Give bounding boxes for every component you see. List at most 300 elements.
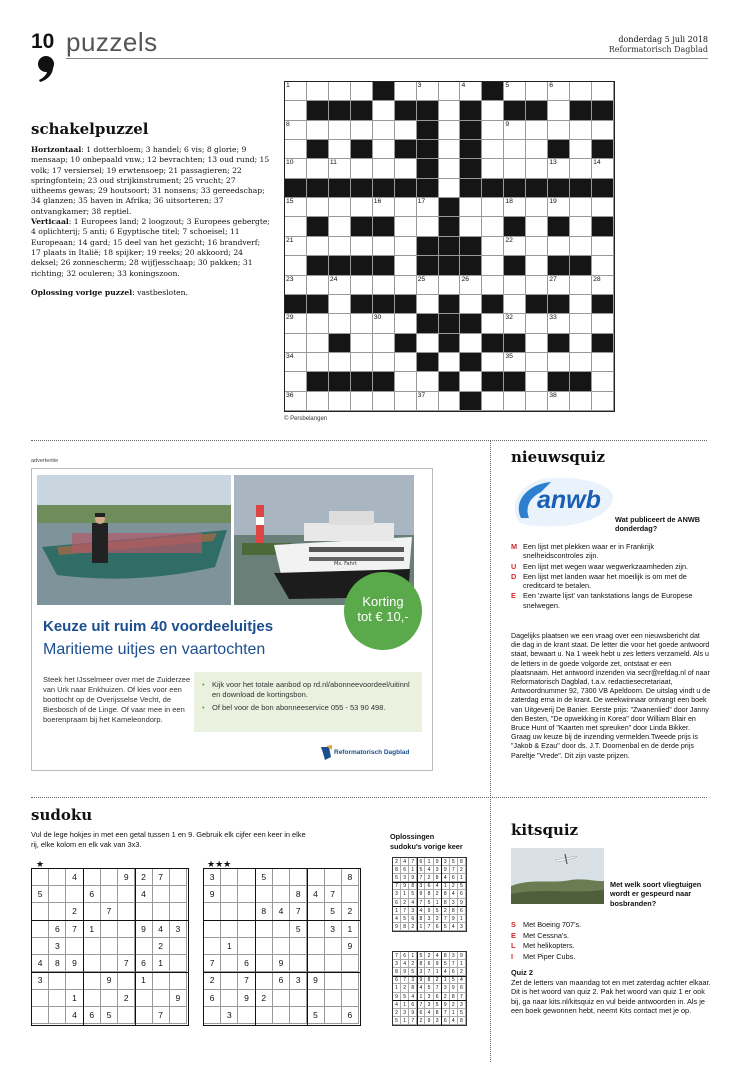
crossword-cell[interactable]: [351, 353, 373, 372]
sudoku-cell[interactable]: [221, 869, 238, 886]
sudoku-cell[interactable]: 5: [290, 921, 307, 938]
crossword-cell[interactable]: [460, 295, 482, 314]
sudoku-cell[interactable]: [84, 938, 101, 955]
sudoku-cell[interactable]: [273, 869, 290, 886]
crossword-cell[interactable]: [307, 334, 329, 353]
sudoku-grid-hard[interactable]: [203, 868, 361, 1026]
crossword-cell[interactable]: [373, 140, 395, 159]
sudoku-cell[interactable]: 6: [204, 990, 221, 1007]
crossword-cell[interactable]: [351, 392, 373, 411]
sudoku-cell[interactable]: 6: [342, 1007, 359, 1024]
crossword-cell[interactable]: [592, 159, 614, 178]
crossword-cell[interactable]: [329, 217, 351, 236]
crossword-cell[interactable]: [504, 276, 526, 295]
crossword-cell[interactable]: [395, 392, 417, 411]
sudoku-cell[interactable]: [84, 869, 101, 886]
crossword-cell[interactable]: [526, 140, 548, 159]
sudoku-cell[interactable]: 4: [153, 921, 170, 938]
sudoku-cell[interactable]: [342, 886, 359, 903]
crossword-cell[interactable]: [285, 334, 307, 353]
crossword-cell[interactable]: [570, 237, 592, 256]
sudoku-cell[interactable]: [170, 869, 187, 886]
sudoku-cell[interactable]: 7: [66, 921, 83, 938]
sudoku-cell[interactable]: 8: [290, 886, 307, 903]
crossword-cell[interactable]: [439, 159, 461, 178]
crossword-cell[interactable]: [482, 198, 504, 217]
crossword-cell[interactable]: [570, 314, 592, 333]
sudoku-cell[interactable]: 4: [66, 869, 83, 886]
sudoku-cell[interactable]: 5: [307, 1007, 324, 1024]
sudoku-cell[interactable]: [170, 886, 187, 903]
crossword-cell[interactable]: [482, 353, 504, 372]
sudoku-cell[interactable]: 3: [170, 921, 187, 938]
sudoku-cell[interactable]: [342, 955, 359, 972]
crossword-cell[interactable]: [482, 314, 504, 333]
sudoku-cell[interactable]: 1: [66, 990, 83, 1007]
crossword-cell[interactable]: [482, 276, 504, 295]
sudoku-cell[interactable]: 9: [101, 972, 118, 989]
crossword-cell[interactable]: [307, 392, 329, 411]
sudoku-cell[interactable]: [153, 886, 170, 903]
sudoku-cell[interactable]: [256, 921, 273, 938]
sudoku-cell[interactable]: [135, 1007, 152, 1024]
sudoku-cell[interactable]: 9: [204, 886, 221, 903]
sudoku-cell[interactable]: [307, 869, 324, 886]
crossword-cell[interactable]: [307, 314, 329, 333]
sudoku-cell[interactable]: 6: [84, 1007, 101, 1024]
sudoku-cell[interactable]: [153, 990, 170, 1007]
sudoku-cell[interactable]: [221, 903, 238, 920]
sudoku-cell[interactable]: 4: [66, 1007, 83, 1024]
sudoku-cell[interactable]: [32, 1007, 49, 1024]
crossword-cell[interactable]: [329, 121, 351, 140]
crossword-cell[interactable]: [592, 121, 614, 140]
sudoku-cell[interactable]: [204, 1007, 221, 1024]
sudoku-cell[interactable]: [118, 921, 135, 938]
crossword-cell[interactable]: [570, 198, 592, 217]
crossword-cell[interactable]: [439, 140, 461, 159]
crossword-cell[interactable]: [526, 372, 548, 391]
crossword-cell[interactable]: [439, 392, 461, 411]
crossword-cell[interactable]: [395, 159, 417, 178]
crossword-cell[interactable]: [351, 314, 373, 333]
sudoku-cell[interactable]: [290, 938, 307, 955]
crossword-cell[interactable]: [285, 392, 307, 411]
crossword-cell[interactable]: [373, 314, 395, 333]
sudoku-cell[interactable]: [170, 938, 187, 955]
sudoku-cell[interactable]: [32, 921, 49, 938]
crossword-cell[interactable]: [285, 237, 307, 256]
sudoku-cell[interactable]: [204, 903, 221, 920]
crossword-cell[interactable]: [526, 82, 548, 101]
crossword-cell[interactable]: [373, 353, 395, 372]
crossword-cell[interactable]: [329, 82, 351, 101]
crossword-cell[interactable]: [570, 217, 592, 236]
crossword-cell[interactable]: [482, 159, 504, 178]
crossword-cell[interactable]: [351, 334, 373, 353]
crossword-cell[interactable]: [285, 198, 307, 217]
sudoku-cell[interactable]: [118, 1007, 135, 1024]
sudoku-cell[interactable]: 7: [101, 903, 118, 920]
crossword-cell[interactable]: [526, 334, 548, 353]
crossword-cell[interactable]: [482, 121, 504, 140]
sudoku-cell[interactable]: 8: [49, 955, 66, 972]
sudoku-cell[interactable]: [84, 990, 101, 1007]
sudoku-cell[interactable]: 3: [204, 869, 221, 886]
sudoku-cell[interactable]: [101, 869, 118, 886]
sudoku-cell[interactable]: [32, 903, 49, 920]
sudoku-cell[interactable]: [49, 903, 66, 920]
sudoku-cell[interactable]: [256, 886, 273, 903]
sudoku-cell[interactable]: [84, 955, 101, 972]
sudoku-cell[interactable]: 6: [135, 955, 152, 972]
sudoku-cell[interactable]: [342, 990, 359, 1007]
sudoku-cell[interactable]: [238, 903, 255, 920]
crossword-grid[interactable]: [284, 81, 615, 412]
crossword-cell[interactable]: [395, 256, 417, 275]
crossword-cell[interactable]: [504, 392, 526, 411]
crossword-cell[interactable]: [570, 353, 592, 372]
crossword-cell[interactable]: [285, 101, 307, 120]
sudoku-cell[interactable]: 8: [256, 903, 273, 920]
sudoku-cell[interactable]: 2: [204, 972, 221, 989]
sudoku-cell[interactable]: [325, 972, 342, 989]
sudoku-cell[interactable]: 9: [135, 921, 152, 938]
sudoku-cell[interactable]: 4: [135, 886, 152, 903]
crossword-cell[interactable]: [548, 101, 570, 120]
sudoku-cell[interactable]: 6: [273, 972, 290, 989]
crossword-cell[interactable]: [439, 101, 461, 120]
crossword-cell[interactable]: [307, 198, 329, 217]
sudoku-cell[interactable]: 9: [66, 955, 83, 972]
sudoku-cell[interactable]: 1: [221, 938, 238, 955]
sudoku-cell[interactable]: [204, 921, 221, 938]
crossword-cell[interactable]: [592, 198, 614, 217]
crossword-cell[interactable]: [439, 121, 461, 140]
crossword-cell[interactable]: [329, 140, 351, 159]
sudoku-cell[interactable]: 6: [238, 955, 255, 972]
sudoku-cell[interactable]: [204, 938, 221, 955]
sudoku-cell[interactable]: [307, 903, 324, 920]
crossword-cell[interactable]: [417, 276, 439, 295]
sudoku-cell[interactable]: [84, 903, 101, 920]
sudoku-cell[interactable]: [170, 972, 187, 989]
crossword-cell[interactable]: [592, 82, 614, 101]
sudoku-cell[interactable]: 7: [290, 903, 307, 920]
crossword-cell[interactable]: [395, 217, 417, 236]
sudoku-cell[interactable]: [32, 938, 49, 955]
crossword-cell[interactable]: [329, 159, 351, 178]
crossword-cell[interactable]: [504, 353, 526, 372]
sudoku-cell[interactable]: [66, 938, 83, 955]
crossword-cell[interactable]: [570, 121, 592, 140]
crossword-cell[interactable]: [526, 314, 548, 333]
sudoku-cell[interactable]: [101, 921, 118, 938]
sudoku-cell[interactable]: 2: [66, 903, 83, 920]
sudoku-cell[interactable]: [49, 990, 66, 1007]
sudoku-cell[interactable]: [170, 903, 187, 920]
crossword-cell[interactable]: [592, 314, 614, 333]
crossword-cell[interactable]: [351, 159, 373, 178]
sudoku-cell[interactable]: [101, 938, 118, 955]
sudoku-cell[interactable]: [101, 955, 118, 972]
sudoku-cell[interactable]: [221, 972, 238, 989]
sudoku-cell[interactable]: [221, 886, 238, 903]
crossword-cell[interactable]: [439, 179, 461, 198]
crossword-cell[interactable]: [460, 372, 482, 391]
sudoku-cell[interactable]: [49, 886, 66, 903]
sudoku-cell[interactable]: [290, 955, 307, 972]
crossword-cell[interactable]: [526, 237, 548, 256]
crossword-cell[interactable]: [307, 237, 329, 256]
crossword-cell[interactable]: [504, 314, 526, 333]
crossword-cell[interactable]: [570, 140, 592, 159]
sudoku-cell[interactable]: 9: [118, 869, 135, 886]
sudoku-cell[interactable]: [238, 886, 255, 903]
crossword-cell[interactable]: [526, 276, 548, 295]
sudoku-cell[interactable]: 1: [342, 921, 359, 938]
sudoku-cell[interactable]: 6: [84, 886, 101, 903]
sudoku-cell[interactable]: [66, 972, 83, 989]
sudoku-cell[interactable]: [307, 990, 324, 1007]
crossword-cell[interactable]: [417, 217, 439, 236]
crossword-cell[interactable]: [592, 256, 614, 275]
crossword-cell[interactable]: [548, 314, 570, 333]
sudoku-cell[interactable]: [307, 955, 324, 972]
crossword-cell[interactable]: [526, 121, 548, 140]
crossword-cell[interactable]: [460, 82, 482, 101]
crossword-cell[interactable]: [351, 198, 373, 217]
crossword-cell[interactable]: [329, 314, 351, 333]
sudoku-cell[interactable]: [238, 938, 255, 955]
sudoku-cell[interactable]: 2: [135, 869, 152, 886]
crossword-cell[interactable]: [439, 353, 461, 372]
crossword-cell[interactable]: [395, 276, 417, 295]
sudoku-cell[interactable]: 4: [307, 886, 324, 903]
sudoku-cell[interactable]: [325, 869, 342, 886]
sudoku-cell[interactable]: 5: [101, 1007, 118, 1024]
crossword-cell[interactable]: [285, 82, 307, 101]
sudoku-cell[interactable]: [325, 990, 342, 1007]
sudoku-cell[interactable]: [256, 972, 273, 989]
crossword-cell[interactable]: [285, 276, 307, 295]
sudoku-cell[interactable]: 4: [273, 903, 290, 920]
crossword-cell[interactable]: [395, 353, 417, 372]
crossword-cell[interactable]: [395, 82, 417, 101]
crossword-cell[interactable]: [395, 121, 417, 140]
sudoku-cell[interactable]: [101, 990, 118, 1007]
crossword-cell[interactable]: [351, 82, 373, 101]
sudoku-cell[interactable]: 4: [32, 955, 49, 972]
crossword-cell[interactable]: [329, 295, 351, 314]
sudoku-cell[interactable]: [135, 903, 152, 920]
crossword-cell[interactable]: [373, 276, 395, 295]
sudoku-cell[interactable]: 1: [153, 955, 170, 972]
crossword-cell[interactable]: [329, 198, 351, 217]
sudoku-cell[interactable]: 3: [325, 921, 342, 938]
sudoku-cell[interactable]: [118, 972, 135, 989]
sudoku-cell[interactable]: 7: [118, 955, 135, 972]
sudoku-cell[interactable]: 7: [238, 972, 255, 989]
crossword-cell[interactable]: [570, 82, 592, 101]
crossword-cell[interactable]: [285, 140, 307, 159]
sudoku-cell[interactable]: [256, 955, 273, 972]
sudoku-cell[interactable]: [49, 972, 66, 989]
crossword-cell[interactable]: [482, 140, 504, 159]
crossword-cell[interactable]: [526, 353, 548, 372]
crossword-cell[interactable]: [285, 314, 307, 333]
crossword-cell[interactable]: [460, 334, 482, 353]
crossword-cell[interactable]: [417, 198, 439, 217]
sudoku-cell[interactable]: 3: [32, 972, 49, 989]
crossword-cell[interactable]: [548, 159, 570, 178]
sudoku-cell[interactable]: [153, 903, 170, 920]
crossword-cell[interactable]: [329, 392, 351, 411]
crossword-cell[interactable]: [504, 140, 526, 159]
sudoku-cell[interactable]: 6: [49, 921, 66, 938]
sudoku-cell[interactable]: 3: [221, 1007, 238, 1024]
sudoku-cell[interactable]: 7: [325, 886, 342, 903]
crossword-cell[interactable]: [373, 121, 395, 140]
crossword-cell[interactable]: [570, 295, 592, 314]
sudoku-cell[interactable]: [290, 1007, 307, 1024]
crossword-cell[interactable]: [417, 392, 439, 411]
crossword-cell[interactable]: [373, 198, 395, 217]
sudoku-cell[interactable]: [273, 1007, 290, 1024]
sudoku-cell[interactable]: 1: [84, 921, 101, 938]
sudoku-cell[interactable]: [342, 972, 359, 989]
sudoku-cell[interactable]: 5: [325, 903, 342, 920]
sudoku-cell[interactable]: 7: [153, 1007, 170, 1024]
ad-bullet[interactable]: • Kijk voor het totale aanbod op rd.nl/abonneevoordeel/uitinnl en download de kortingsbon.: [202, 680, 414, 700]
crossword-cell[interactable]: [439, 82, 461, 101]
sudoku-cell[interactable]: [290, 869, 307, 886]
crossword-cell[interactable]: [592, 237, 614, 256]
crossword-cell[interactable]: [329, 237, 351, 256]
crossword-cell[interactable]: [417, 372, 439, 391]
crossword-cell[interactable]: [307, 276, 329, 295]
sudoku-cell[interactable]: 7: [204, 955, 221, 972]
sudoku-cell[interactable]: 1: [135, 972, 152, 989]
crossword-cell[interactable]: [548, 198, 570, 217]
crossword-cell[interactable]: [307, 121, 329, 140]
sudoku-cell[interactable]: 3: [290, 972, 307, 989]
sudoku-cell[interactable]: 2: [256, 990, 273, 1007]
sudoku-cell[interactable]: [325, 955, 342, 972]
sudoku-cell[interactable]: [135, 990, 152, 1007]
sudoku-cell[interactable]: [135, 938, 152, 955]
sudoku-cell[interactable]: [118, 886, 135, 903]
sudoku-cell[interactable]: 7: [153, 869, 170, 886]
crossword-cell[interactable]: [373, 334, 395, 353]
crossword-cell[interactable]: [373, 392, 395, 411]
sudoku-cell[interactable]: [221, 921, 238, 938]
sudoku-cell[interactable]: [238, 921, 255, 938]
crossword-cell[interactable]: [373, 159, 395, 178]
sudoku-cell[interactable]: [325, 938, 342, 955]
crossword-cell[interactable]: [329, 276, 351, 295]
crossword-cell[interactable]: [417, 334, 439, 353]
crossword-cell[interactable]: [482, 237, 504, 256]
sudoku-cell[interactable]: [273, 921, 290, 938]
crossword-cell[interactable]: [504, 237, 526, 256]
crossword-cell[interactable]: [548, 82, 570, 101]
crossword-cell[interactable]: [526, 159, 548, 178]
crossword-cell[interactable]: [373, 101, 395, 120]
crossword-cell[interactable]: [592, 353, 614, 372]
crossword-cell[interactable]: [482, 101, 504, 120]
sudoku-cell[interactable]: 2: [153, 938, 170, 955]
crossword-cell[interactable]: [548, 237, 570, 256]
crossword-cell[interactable]: [482, 217, 504, 236]
crossword-cell[interactable]: [460, 217, 482, 236]
crossword-cell[interactable]: [482, 256, 504, 275]
sudoku-cell[interactable]: [238, 1007, 255, 1024]
crossword-cell[interactable]: [570, 392, 592, 411]
sudoku-cell[interactable]: 9: [273, 955, 290, 972]
sudoku-grid-easy[interactable]: [31, 868, 189, 1026]
crossword-cell[interactable]: [592, 392, 614, 411]
sudoku-cell[interactable]: [290, 990, 307, 1007]
sudoku-cell[interactable]: [221, 990, 238, 1007]
crossword-cell[interactable]: [417, 82, 439, 101]
crossword-cell[interactable]: [329, 353, 351, 372]
sudoku-cell[interactable]: [101, 886, 118, 903]
crossword-cell[interactable]: [460, 276, 482, 295]
sudoku-cell[interactable]: [84, 972, 101, 989]
crossword-cell[interactable]: [307, 159, 329, 178]
crossword-cell[interactable]: [570, 159, 592, 178]
sudoku-cell[interactable]: [118, 938, 135, 955]
crossword-cell[interactable]: [504, 295, 526, 314]
crossword-cell[interactable]: [570, 276, 592, 295]
crossword-cell[interactable]: [395, 372, 417, 391]
sudoku-cell[interactable]: 5: [256, 869, 273, 886]
crossword-cell[interactable]: [570, 334, 592, 353]
crossword-cell[interactable]: [548, 392, 570, 411]
crossword-cell[interactable]: [351, 276, 373, 295]
sudoku-cell[interactable]: [32, 990, 49, 1007]
crossword-cell[interactable]: [548, 276, 570, 295]
crossword-cell[interactable]: [395, 314, 417, 333]
sudoku-cell[interactable]: 3: [49, 938, 66, 955]
sudoku-cell[interactable]: [273, 938, 290, 955]
sudoku-cell[interactable]: [49, 1007, 66, 1024]
sudoku-cell[interactable]: [170, 1007, 187, 1024]
crossword-cell[interactable]: [548, 121, 570, 140]
sudoku-cell[interactable]: 9: [170, 990, 187, 1007]
crossword-cell[interactable]: [526, 392, 548, 411]
crossword-cell[interactable]: [285, 372, 307, 391]
sudoku-cell[interactable]: [256, 1007, 273, 1024]
crossword-cell[interactable]: [592, 276, 614, 295]
crossword-cell[interactable]: [307, 353, 329, 372]
sudoku-cell[interactable]: [273, 886, 290, 903]
crossword-cell[interactable]: [395, 237, 417, 256]
sudoku-cell[interactable]: 8: [342, 869, 359, 886]
crossword-cell[interactable]: [504, 82, 526, 101]
crossword-cell[interactable]: [395, 198, 417, 217]
sudoku-cell[interactable]: [256, 938, 273, 955]
sudoku-cell[interactable]: [32, 869, 49, 886]
crossword-cell[interactable]: [526, 256, 548, 275]
crossword-cell[interactable]: [285, 159, 307, 178]
crossword-cell[interactable]: [285, 217, 307, 236]
sudoku-cell[interactable]: [49, 869, 66, 886]
sudoku-cell[interactable]: 5: [32, 886, 49, 903]
sudoku-cell[interactable]: 2: [118, 990, 135, 1007]
crossword-cell[interactable]: [504, 159, 526, 178]
